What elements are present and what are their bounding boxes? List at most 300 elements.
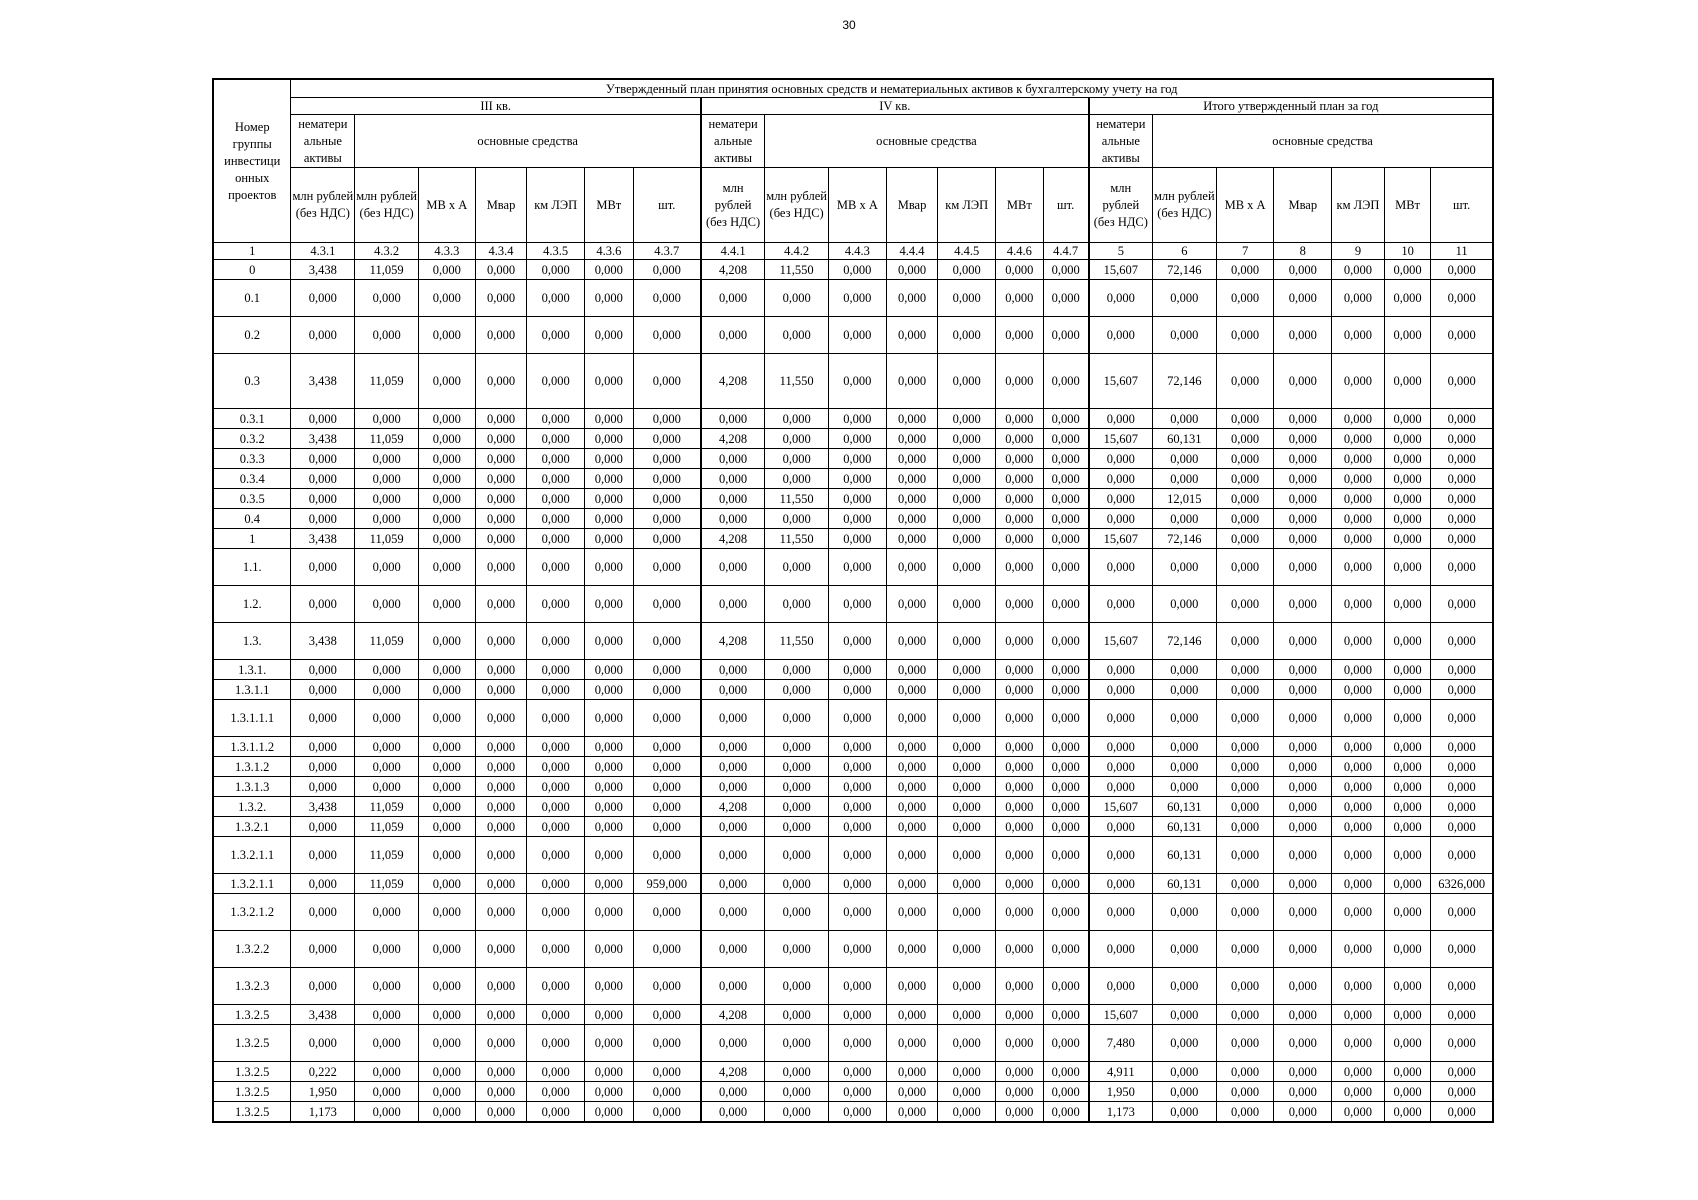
unit-header-cell: Мвар [475, 168, 527, 243]
value-cell: 0,000 [886, 409, 938, 429]
value-cell: 0,000 [1043, 817, 1089, 837]
value-cell: 0,000 [938, 777, 996, 797]
value-cell: 0,000 [701, 409, 765, 429]
value-cell: 0,000 [419, 529, 476, 549]
value-cell: 0,000 [1216, 260, 1274, 280]
value-cell: 0,000 [419, 817, 476, 837]
table-row [213, 1005, 1493, 1025]
value-cell: 0,000 [996, 529, 1044, 549]
value-cell: 0,000 [886, 586, 938, 623]
value-cell: 0,000 [1274, 817, 1332, 837]
value-cell: 0,000 [291, 280, 355, 317]
group-number-cell: 0.4 [213, 509, 291, 529]
value-cell: 0,000 [1152, 509, 1216, 529]
value-cell: 0,000 [475, 509, 527, 529]
value-cell: 0,000 [886, 1062, 938, 1082]
value-cell: 11,059 [355, 529, 419, 549]
value-cell: 0,000 [355, 549, 419, 586]
intangible-header: нематери альные активы [701, 115, 765, 168]
value-cell: 0,000 [291, 1025, 355, 1062]
value-cell: 0,000 [829, 757, 887, 777]
value-cell: 15,607 [1089, 529, 1153, 549]
value-cell: 0,000 [475, 549, 527, 586]
value-cell: 0,000 [633, 680, 701, 700]
value-cell: 3,438 [291, 529, 355, 549]
value-cell: 0,000 [1043, 737, 1089, 757]
value-cell: 0,000 [996, 680, 1044, 700]
value-cell: 0,000 [419, 1082, 476, 1102]
value-cell: 0,000 [1274, 409, 1332, 429]
value-cell: 0,000 [475, 429, 527, 449]
value-cell: 0,000 [886, 623, 938, 660]
table-row [213, 409, 1493, 429]
unit-header-cell: шт. [1043, 168, 1089, 243]
value-cell: 0,000 [1431, 469, 1493, 489]
value-cell: 0,000 [938, 797, 996, 817]
value-cell: 0,000 [585, 894, 634, 931]
page-number: 30 [842, 18, 856, 32]
value-cell: 0,000 [633, 409, 701, 429]
value-cell: 0,000 [1043, 797, 1089, 817]
value-cell: 0,000 [829, 968, 887, 1005]
value-cell: 0,000 [938, 968, 996, 1005]
table-row [213, 660, 1493, 680]
value-cell: 0,000 [1043, 409, 1089, 429]
value-cell: 11,059 [355, 623, 419, 660]
value-cell: 0,000 [765, 586, 829, 623]
value-cell: 0,000 [585, 837, 634, 874]
value-cell: 0,000 [355, 700, 419, 737]
intangible-header: нематери альные активы [291, 115, 355, 168]
value-cell: 0,000 [1431, 1102, 1493, 1123]
value-cell: 0,000 [765, 797, 829, 817]
value-cell: 0,000 [1216, 757, 1274, 777]
value-cell: 0,000 [886, 1005, 938, 1025]
value-cell: 0,000 [1089, 968, 1153, 1005]
value-cell: 0,000 [355, 449, 419, 469]
column-number-cell: 6 [1152, 243, 1216, 260]
value-cell: 0,000 [633, 354, 701, 409]
value-cell: 0,000 [1431, 317, 1493, 354]
value-cell: 0,000 [996, 777, 1044, 797]
value-cell: 0,000 [475, 354, 527, 409]
value-cell: 0,000 [419, 280, 476, 317]
value-cell: 0,000 [886, 260, 938, 280]
value-cell: 0,000 [1216, 549, 1274, 586]
value-cell: 0,000 [829, 280, 887, 317]
value-cell: 0,000 [996, 317, 1044, 354]
value-cell: 0,000 [996, 469, 1044, 489]
value-cell: 0,000 [996, 509, 1044, 529]
value-cell: 0,000 [1089, 837, 1153, 874]
value-cell: 0,000 [355, 1005, 419, 1025]
value-cell: 0,000 [1274, 549, 1332, 586]
value-cell: 0,000 [1043, 660, 1089, 680]
value-cell: 0,000 [701, 757, 765, 777]
value-cell: 0,000 [938, 894, 996, 931]
value-cell: 0,000 [1332, 509, 1385, 529]
value-cell: 11,059 [355, 817, 419, 837]
value-cell: 0,000 [633, 429, 701, 449]
value-cell: 0,000 [1043, 680, 1089, 700]
value-cell: 0,000 [996, 1082, 1044, 1102]
value-cell: 0,000 [291, 489, 355, 509]
value-cell: 0,000 [1332, 931, 1385, 968]
group-number-cell: 1.3.2.5 [213, 1062, 291, 1082]
table-row [213, 968, 1493, 1005]
value-cell: 0,000 [938, 874, 996, 894]
group-number-cell: 1.2. [213, 586, 291, 623]
value-cell: 0,000 [1089, 489, 1153, 509]
value-cell: 0,000 [1216, 680, 1274, 700]
value-cell: 0,000 [633, 700, 701, 737]
value-cell: 0,000 [1043, 1025, 1089, 1062]
value-cell: 0,000 [633, 509, 701, 529]
value-cell: 0,000 [1043, 549, 1089, 586]
value-cell: 0,000 [1043, 354, 1089, 409]
value-cell: 0,000 [1274, 1082, 1332, 1102]
value-cell: 0,000 [419, 623, 476, 660]
value-cell: 15,607 [1089, 260, 1153, 280]
value-cell: 0,000 [1216, 737, 1274, 757]
value-cell: 0,000 [527, 623, 585, 660]
value-cell: 15,607 [1089, 1005, 1153, 1025]
value-cell: 0,000 [475, 586, 527, 623]
value-cell: 0,000 [1332, 260, 1385, 280]
value-cell: 0,000 [765, 1082, 829, 1102]
value-cell: 0,000 [355, 680, 419, 700]
value-cell: 0,000 [829, 700, 887, 737]
value-cell: 0,000 [829, 469, 887, 489]
value-cell: 0,000 [938, 623, 996, 660]
table-row [213, 623, 1493, 660]
value-cell: 0,000 [419, 680, 476, 700]
value-cell: 0,000 [355, 509, 419, 529]
value-cell: 0,000 [765, 968, 829, 1005]
value-cell: 0,000 [527, 586, 585, 623]
value-cell: 0,000 [527, 737, 585, 757]
value-cell: 0,000 [1274, 797, 1332, 817]
value-cell: 0,000 [701, 894, 765, 931]
value-cell: 0,000 [1332, 817, 1385, 837]
value-cell: 0,000 [765, 1005, 829, 1025]
value-cell: 0,000 [419, 469, 476, 489]
group-number-cell: 0.3.2 [213, 429, 291, 449]
value-cell: 0,000 [291, 317, 355, 354]
value-cell: 0,000 [701, 931, 765, 968]
value-cell: 0,000 [765, 700, 829, 737]
value-cell: 0,000 [633, 549, 701, 586]
value-cell: 0,000 [419, 968, 476, 1005]
value-cell: 0,000 [938, 449, 996, 469]
value-cell: 0,000 [527, 797, 585, 817]
value-cell: 0,000 [1089, 700, 1153, 737]
column-number-cell: 4.3.2 [355, 243, 419, 260]
value-cell: 0,000 [585, 449, 634, 469]
value-cell: 0,000 [1431, 1005, 1493, 1025]
value-cell: 0,000 [1384, 680, 1431, 700]
value-cell: 0,000 [886, 968, 938, 1005]
value-cell: 0,000 [765, 817, 829, 837]
value-cell: 0,000 [1152, 1082, 1216, 1102]
value-cell: 0,000 [1216, 1082, 1274, 1102]
value-cell: 0,000 [585, 660, 634, 680]
value-cell: 0,000 [1332, 280, 1385, 317]
column-number-cell: 4.3.5 [527, 243, 585, 260]
value-cell: 0,000 [1332, 449, 1385, 469]
value-cell: 11,550 [765, 489, 829, 509]
value-cell: 0,000 [1152, 968, 1216, 1005]
value-cell: 0,000 [886, 660, 938, 680]
value-cell: 0,000 [1431, 1025, 1493, 1062]
value-cell: 0,000 [585, 280, 634, 317]
value-cell: 0,000 [585, 489, 634, 509]
value-cell: 0,000 [938, 586, 996, 623]
group-number-cell: 1 [213, 529, 291, 549]
value-cell: 0,000 [291, 737, 355, 757]
value-cell: 0,000 [701, 449, 765, 469]
value-cell: 4,208 [701, 354, 765, 409]
value-cell: 0,000 [829, 529, 887, 549]
value-cell: 0,000 [475, 757, 527, 777]
table-row [213, 529, 1493, 549]
value-cell: 0,000 [1216, 509, 1274, 529]
value-cell: 0,000 [1384, 1102, 1431, 1123]
value-cell: 0,000 [829, 1005, 887, 1025]
value-cell: 0,000 [1274, 874, 1332, 894]
value-cell: 0,000 [701, 660, 765, 680]
value-cell: 0,000 [765, 469, 829, 489]
value-cell: 0,000 [1332, 660, 1385, 680]
value-cell: 0,000 [633, 529, 701, 549]
value-cell: 0,000 [1216, 280, 1274, 317]
value-cell: 0,000 [938, 429, 996, 449]
value-cell: 0,000 [527, 469, 585, 489]
value-cell: 0,000 [419, 777, 476, 797]
value-cell: 0,000 [765, 680, 829, 700]
value-cell: 0,000 [585, 1082, 634, 1102]
value-cell: 0,000 [291, 757, 355, 777]
value-cell: 0,000 [996, 489, 1044, 509]
value-cell: 0,000 [1431, 586, 1493, 623]
value-cell: 0,000 [886, 874, 938, 894]
quarter-3-header: III кв. [291, 98, 701, 115]
value-cell: 0,000 [1384, 489, 1431, 509]
intangible-header: нематери альные активы [1089, 115, 1153, 168]
value-cell: 0,000 [1384, 429, 1431, 449]
value-cell: 0,000 [996, 1062, 1044, 1082]
fixed-assets-header: основные средства [1152, 115, 1493, 168]
value-cell: 0,000 [527, 837, 585, 874]
value-cell: 0,000 [1431, 509, 1493, 529]
value-cell: 0,000 [938, 817, 996, 837]
value-cell: 0,000 [633, 757, 701, 777]
value-cell: 0,000 [1431, 797, 1493, 817]
table-row [213, 429, 1493, 449]
value-cell: 0,000 [527, 1082, 585, 1102]
value-cell: 0,000 [886, 931, 938, 968]
value-cell: 0,000 [938, 317, 996, 354]
value-cell: 0,000 [829, 317, 887, 354]
value-cell: 0,000 [291, 680, 355, 700]
table-row [213, 680, 1493, 700]
value-cell: 0,000 [527, 354, 585, 409]
value-cell: 0,000 [1431, 660, 1493, 680]
value-cell: 0,000 [355, 1082, 419, 1102]
table-row [213, 1025, 1493, 1062]
value-cell: 0,000 [996, 449, 1044, 469]
unit-header-cell: МВт [996, 168, 1044, 243]
column-number-cell: 4.4.7 [1043, 243, 1089, 260]
value-cell: 0,000 [355, 1025, 419, 1062]
value-cell: 0,000 [419, 737, 476, 757]
value-cell: 0,000 [1332, 874, 1385, 894]
value-cell: 0,000 [355, 894, 419, 931]
value-cell: 0,000 [1152, 586, 1216, 623]
column-number-cell: 9 [1332, 243, 1385, 260]
value-cell: 0,000 [355, 757, 419, 777]
value-cell: 0,000 [1384, 894, 1431, 931]
value-cell: 0,000 [291, 777, 355, 797]
value-cell: 0,000 [633, 449, 701, 469]
value-cell: 0,000 [996, 737, 1044, 757]
value-cell: 0,000 [1332, 680, 1385, 700]
value-cell: 0,000 [419, 354, 476, 409]
value-cell: 0,000 [475, 797, 527, 817]
unit-header-cell: млн рублей (без НДС) [765, 168, 829, 243]
value-cell: 0,000 [886, 777, 938, 797]
value-cell: 0,000 [355, 1062, 419, 1082]
value-cell: 0,000 [765, 280, 829, 317]
value-cell: 0,000 [886, 737, 938, 757]
value-cell: 0,000 [1089, 931, 1153, 968]
value-cell: 0,000 [1152, 700, 1216, 737]
value-cell: 0,000 [1384, 837, 1431, 874]
fixed-assets-header: основные средства [355, 115, 701, 168]
value-cell: 0,000 [938, 700, 996, 737]
value-cell: 0,000 [291, 837, 355, 874]
group-number-cell: 1.3.1.3 [213, 777, 291, 797]
value-cell: 0,000 [938, 469, 996, 489]
value-cell: 0,000 [829, 509, 887, 529]
group-number-cell: 0.3 [213, 354, 291, 409]
unit-header-cell: шт. [633, 168, 701, 243]
value-cell: 0,000 [1216, 429, 1274, 449]
value-cell: 0,000 [1043, 1005, 1089, 1025]
value-cell: 0,000 [701, 1102, 765, 1123]
value-cell: 0,000 [527, 1005, 585, 1025]
value-cell: 0,000 [527, 1062, 585, 1082]
value-cell: 0,000 [765, 317, 829, 354]
value-cell: 0,000 [633, 660, 701, 680]
value-cell: 0,000 [701, 1025, 765, 1062]
value-cell: 0,000 [1384, 449, 1431, 469]
value-cell: 0,000 [1274, 317, 1332, 354]
value-cell: 0,000 [1089, 660, 1153, 680]
value-cell: 0,000 [585, 317, 634, 354]
value-cell: 3,438 [291, 623, 355, 660]
value-cell: 0,000 [886, 280, 938, 317]
value-cell: 0,000 [886, 700, 938, 737]
value-cell: 0,000 [1152, 757, 1216, 777]
value-cell: 0,000 [765, 757, 829, 777]
group-number-cell: 0.3.4 [213, 469, 291, 489]
value-cell: 0,000 [1332, 1025, 1385, 1062]
value-cell: 0,000 [419, 894, 476, 931]
value-cell: 11,059 [355, 837, 419, 874]
value-cell: 0,000 [1332, 1062, 1385, 1082]
value-cell: 0,000 [585, 1005, 634, 1025]
table-row [213, 549, 1493, 586]
value-cell: 0,000 [355, 317, 419, 354]
value-cell: 0,000 [419, 837, 476, 874]
value-cell: 60,131 [1152, 837, 1216, 874]
value-cell: 12,015 [1152, 489, 1216, 509]
value-cell: 0,000 [938, 489, 996, 509]
group-number-cell: 1.3.2.5 [213, 1025, 291, 1062]
value-cell: 0,000 [1384, 737, 1431, 757]
value-cell: 0,000 [829, 260, 887, 280]
value-cell: 72,146 [1152, 623, 1216, 660]
unit-header-cell: Мвар [1274, 168, 1332, 243]
value-cell: 0,000 [1384, 586, 1431, 623]
value-cell: 0,000 [633, 968, 701, 1005]
value-cell: 0,000 [291, 469, 355, 489]
group-number-cell: 1.3.1.1 [213, 680, 291, 700]
value-cell: 0,000 [829, 817, 887, 837]
value-cell: 1,950 [1089, 1082, 1153, 1102]
table-row [213, 317, 1493, 354]
value-cell: 0,000 [829, 549, 887, 586]
value-cell: 0,000 [1384, 469, 1431, 489]
value-cell: 72,146 [1152, 260, 1216, 280]
value-cell: 0,000 [527, 489, 585, 509]
value-cell: 0,000 [1332, 757, 1385, 777]
value-cell: 0,000 [633, 894, 701, 931]
value-cell: 0,000 [701, 700, 765, 737]
value-cell: 0,000 [475, 260, 527, 280]
value-cell: 0,000 [996, 894, 1044, 931]
value-cell: 0,000 [886, 797, 938, 817]
value-cell: 0,000 [633, 1025, 701, 1062]
value-cell: 0,000 [829, 429, 887, 449]
value-cell: 0,000 [585, 700, 634, 737]
value-cell: 0,000 [1332, 623, 1385, 660]
value-cell: 0,000 [1384, 757, 1431, 777]
value-cell: 0,000 [701, 509, 765, 529]
value-cell: 4,208 [701, 623, 765, 660]
value-cell: 0,000 [527, 1025, 585, 1062]
value-cell: 0,000 [996, 409, 1044, 429]
value-cell: 0,000 [1431, 968, 1493, 1005]
value-cell: 0,000 [1089, 469, 1153, 489]
value-cell: 0,000 [1274, 623, 1332, 660]
value-cell: 0,000 [1274, 354, 1332, 409]
value-cell: 7,480 [1089, 1025, 1153, 1062]
value-cell: 0,000 [1332, 700, 1385, 737]
column-number-cell: 4.4.3 [829, 243, 887, 260]
value-cell: 0,000 [1089, 680, 1153, 700]
value-cell: 0,000 [585, 623, 634, 660]
value-cell: 0,000 [633, 1062, 701, 1082]
value-cell: 0,000 [938, 1062, 996, 1082]
value-cell: 0,000 [1152, 1102, 1216, 1123]
value-cell: 0,000 [585, 1025, 634, 1062]
value-cell: 3,438 [291, 354, 355, 409]
value-cell: 0,000 [1089, 280, 1153, 317]
group-number-cell: 0.3.1 [213, 409, 291, 429]
value-cell: 0,000 [765, 1025, 829, 1062]
